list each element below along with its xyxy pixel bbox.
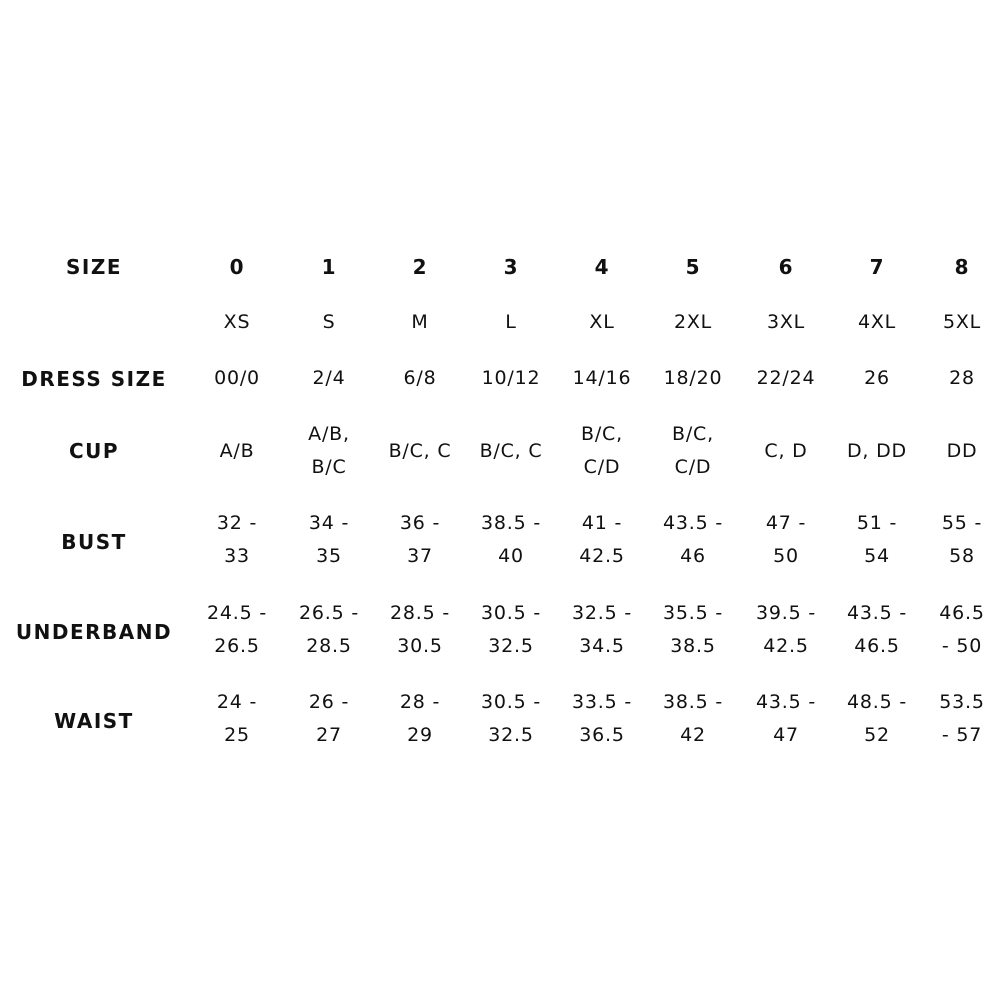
row-label-waist: WAIST — [54, 709, 134, 733]
bust-cell: 51 - 54 — [856, 512, 898, 567]
waist-cell: 38.5 - 42 — [662, 691, 723, 746]
size-cell: 4 — [594, 255, 610, 279]
letter-size-cell: M — [411, 311, 429, 333]
underband-cell: 28.5 - 30.5 — [389, 602, 450, 657]
letter-size-cell: 3XL — [766, 311, 806, 333]
row-label-underband: UNDERBAND — [15, 620, 173, 644]
letter-size-cell: S — [322, 311, 336, 333]
dress-size-cell: 2/4 — [312, 367, 346, 389]
cup-cell: DD — [946, 440, 978, 462]
cup-cell: C, D — [764, 440, 808, 462]
letter-size-cell: XL — [589, 311, 615, 333]
waist-cell: 24 - 25 — [216, 691, 258, 746]
size-cell: 3 — [503, 255, 519, 279]
bust-cell: 41 - 42.5 — [579, 512, 625, 567]
dress-size-cell: 26 — [864, 367, 890, 389]
letter-size-cell: XS — [223, 311, 251, 333]
row-label-size: SIZE — [65, 255, 122, 279]
bust-cell: 34 - 35 — [308, 512, 350, 567]
bust-cell: 47 - 50 — [765, 512, 807, 567]
size-cell: 8 — [954, 255, 970, 279]
underband-cell: 26.5 - 28.5 — [298, 602, 359, 657]
underband-cell: 24.5 - 26.5 — [206, 602, 267, 657]
dress-size-cell: 18/20 — [663, 367, 723, 389]
letter-size-cell: 5XL — [942, 311, 982, 333]
cup-cell: B/C, C/D — [581, 423, 623, 478]
waist-cell: 30.5 - 32.5 — [480, 691, 541, 746]
cup-cell: A/B, B/C — [308, 423, 350, 478]
bust-cell: 43.5 - 46 — [662, 512, 723, 567]
underband-cell: 32.5 - 34.5 — [571, 602, 632, 657]
bust-cell: 32 - 33 — [216, 512, 258, 567]
row-label-bust: BUST — [61, 530, 127, 554]
dress-size-cell: 10/12 — [481, 367, 541, 389]
size-cell: 1 — [321, 255, 337, 279]
underband-cell: 43.5 - 46.5 — [846, 602, 907, 657]
waist-cell: 33.5 - 36.5 — [571, 691, 632, 746]
bust-cell: 36 - 37 — [399, 512, 441, 567]
dress-size-cell: 28 — [949, 367, 975, 389]
waist-cell: 53.5 - 57 — [939, 691, 985, 746]
underband-cell: 35.5 - 38.5 — [662, 602, 723, 657]
dress-size-cell: 6/8 — [403, 367, 437, 389]
size-cell: 2 — [412, 255, 428, 279]
waist-cell: 28 - 29 — [399, 691, 441, 746]
cup-cell: A/B — [219, 440, 255, 462]
bust-cell: 38.5 - 40 — [480, 512, 541, 567]
cup-cell: D, DD — [847, 440, 907, 462]
dress-size-cell: 22/24 — [756, 367, 816, 389]
underband-cell: 39.5 - 42.5 — [755, 602, 816, 657]
row-label-dress-size: DRESS SIZE — [21, 367, 167, 391]
cup-cell: B/C, C — [388, 440, 452, 462]
size-cell: 6 — [778, 255, 794, 279]
underband-cell: 30.5 - 32.5 — [480, 602, 541, 657]
size-cell: 5 — [685, 255, 701, 279]
size-cell: 7 — [869, 255, 885, 279]
letter-size-cell: 2XL — [673, 311, 713, 333]
letter-size-cell: 4XL — [857, 311, 897, 333]
waist-cell: 43.5 - 47 — [755, 691, 816, 746]
row-label-cup: CUP — [68, 439, 120, 463]
waist-cell: 48.5 - 52 — [846, 691, 907, 746]
dress-size-cell: 00/0 — [214, 367, 260, 389]
size-cell: 0 — [229, 255, 245, 279]
waist-cell: 26 - 27 — [308, 691, 350, 746]
underband-cell: 46.5 - 50 — [939, 602, 985, 657]
dress-size-cell: 14/16 — [572, 367, 632, 389]
bust-cell: 55 - 58 — [941, 512, 983, 567]
cup-cell: B/C, C — [479, 440, 543, 462]
letter-size-cell: L — [505, 311, 517, 333]
cup-cell: B/C, C/D — [672, 423, 714, 478]
